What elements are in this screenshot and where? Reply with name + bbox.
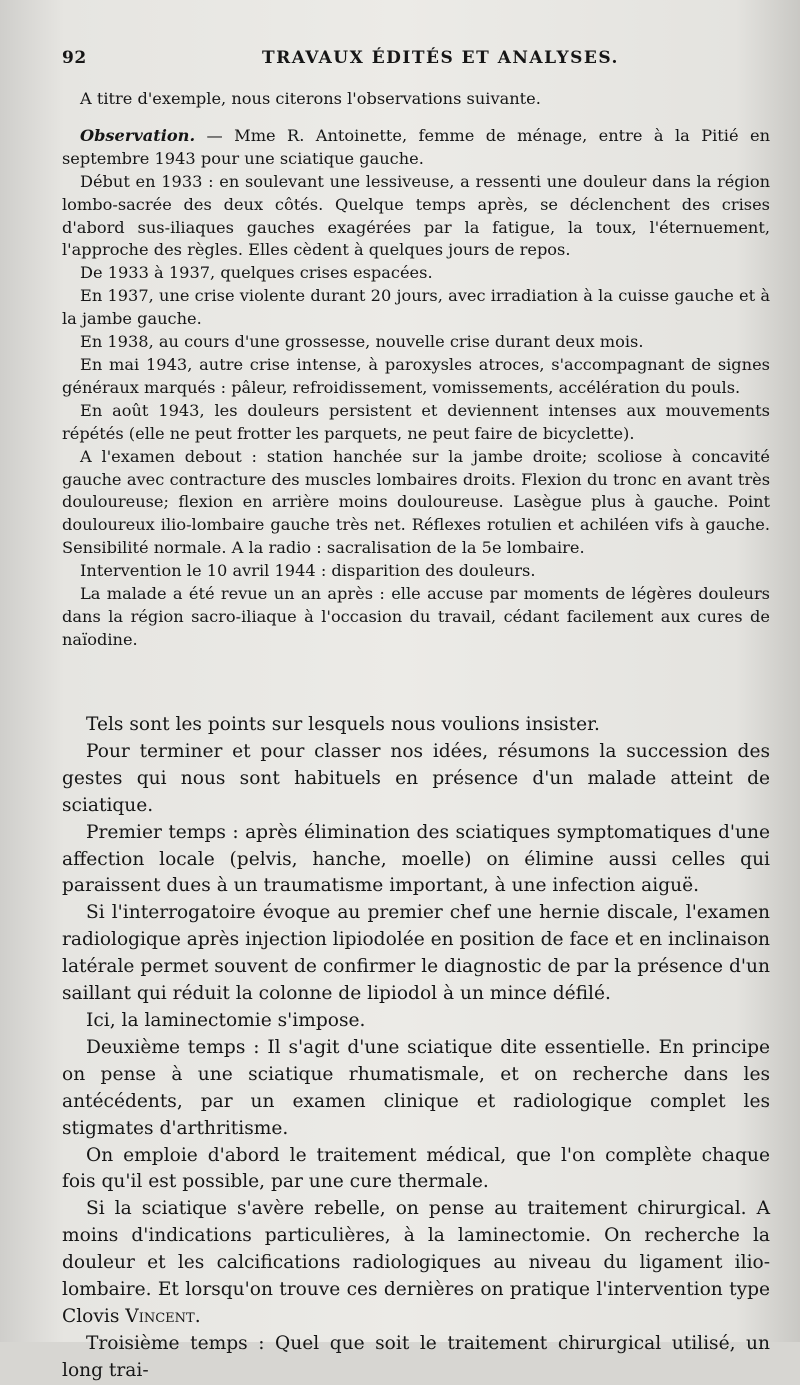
observation-paragraph: En août 1943, les douleurs persistent et deviennent intenses aux mouvements répétés (elle ne peut frotter les parquets, ne peut faire de bicyclette). (62, 400, 770, 443)
observation-intro: A titre d'exemple, nous citerons l'observations suivante. (80, 89, 541, 108)
observation-paragraph: En 1938, au cours d'une grossesse, nouvelle crise durant deux mois. (80, 332, 644, 352)
body-text: . (194, 1305, 201, 1327)
observation-paragraph (62, 125, 770, 171)
body-paragraph: On emploie d'abord le traitement médical, que l'on complète chaque fois qu'il est possible, par une cure thermale. (62, 1144, 770, 1193)
observation-paragraph: En mai 1943, autre crise intense, à paroxysles atroces, s'accompagnant de signes généraux marqués : pâleur, refroidissement, vomissements, accélération du pouls. (62, 354, 770, 397)
running-title: TRAVAUX ÉDITÉS ET ANALYSES. (262, 48, 619, 68)
page-number: 92 (62, 48, 87, 68)
body-paragraph: Deuxième temps : Il s'agit d'une sciatique dite essentielle. En principe on pense à une sciatique rhumatismale, et on recherche dans les antécédents, par un examen clinique et radiologique complet les stigmates d'arthritisme. (62, 1036, 770, 1139)
body-text: Si la sciatique s'avère rebelle, on pense au traitement chirurgical. A moins d'indications particulières, à la laminectomie. On recherche la douleur et les calcifications radiologiques au niveau du ligament ilio-lombaire. Et lorsqu'on trouve ces dernières on pratique l'intervention type Clovis (62, 1198, 770, 1327)
author-name: Vincent (125, 1305, 195, 1327)
body-paragraph: Ici, la laminectomie s'impose. (86, 1009, 366, 1031)
page-header (62, 48, 760, 76)
body-paragraph: Si l'interrogatoire évoque au premier chef une hernie discale, l'examen radiologique après injection lipiodolée en position de face et en inclinaison latérale permet souvent de confirmer le diagnostic de par la présence d'un saillant qui réduit la colonne de lipiodol à un mince défilé. (62, 902, 770, 1005)
observation-text: — Mme R. Antoinette, femme de ménage, entre à la Pitié en septembre 1943 pour une sciatique gauche. (62, 125, 770, 168)
body-paragraph (62, 1196, 770, 1331)
main-text-section (62, 712, 770, 1385)
body-paragraph: Tels sont les points sur lesquels nous voulions insister. (86, 714, 600, 735)
observation-paragraph: A l'examen debout : station hanchée sur la jambe droite; scoliose à concavité gauche avec contracture des muscles lombaires droits. Flexion du tronc en avant très douloureuse; flexion en arrière moins douloureuse. Lasègue plus à gauche. Point douloureux ilio-lombaire gauche très net. Réflexes rotulien et achiléen vifs à gauche. Sensibilité normale. A la radio : sacralisation de la 5e lombaire. (62, 446, 770, 558)
observation-paragraph: De 1933 à 1937, quelques crises espacées. (80, 263, 433, 283)
body-paragraph: Troisième temps : Quel que soit le traitement chirurgical utilisé, un long trai- (62, 1332, 770, 1381)
observation-label: Observation. (80, 125, 196, 145)
observation-paragraph: Début en 1933 : en soulevant une lessiveuse, a ressenti une douleur dans la région lombo-sacrée des deux côtés. Quelque temps après, se déclenchent des crises d'abord sus-iliaques gauches exagérées par la fatigue, la toux, l'éternuement, l'approche des règles. Elles cèdent à quelques jours de repos. (62, 171, 770, 260)
body-paragraph: Pour terminer et pour classer nos idées, résumons la succession des gestes qui nous sont habituels en présence d'un malade atteint de sciatique. (62, 740, 770, 816)
observation-paragraph: En 1937, une crise violente durant 20 jours, avec irradiation à la cuisse gauche et à la jambe gauche. (62, 286, 770, 329)
observation-section (62, 88, 770, 652)
observation-paragraph: Intervention le 10 avril 1944 : disparition des douleurs. (80, 561, 536, 581)
body-paragraph: Premier temps : après élimination des sciatiques symptomatiques d'une affection locale (pelvis, hanche, moelle) on élimine aussi celles qui paraissent dues à un traumatisme important, à une infection aiguë. (62, 821, 770, 897)
observation-paragraph: La malade a été revue un an après : elle accuse par moments de légères douleurs dans la région sacro-iliaque à l'occasion du travail, cédant facilement aux cures de naïodine. (62, 584, 770, 649)
